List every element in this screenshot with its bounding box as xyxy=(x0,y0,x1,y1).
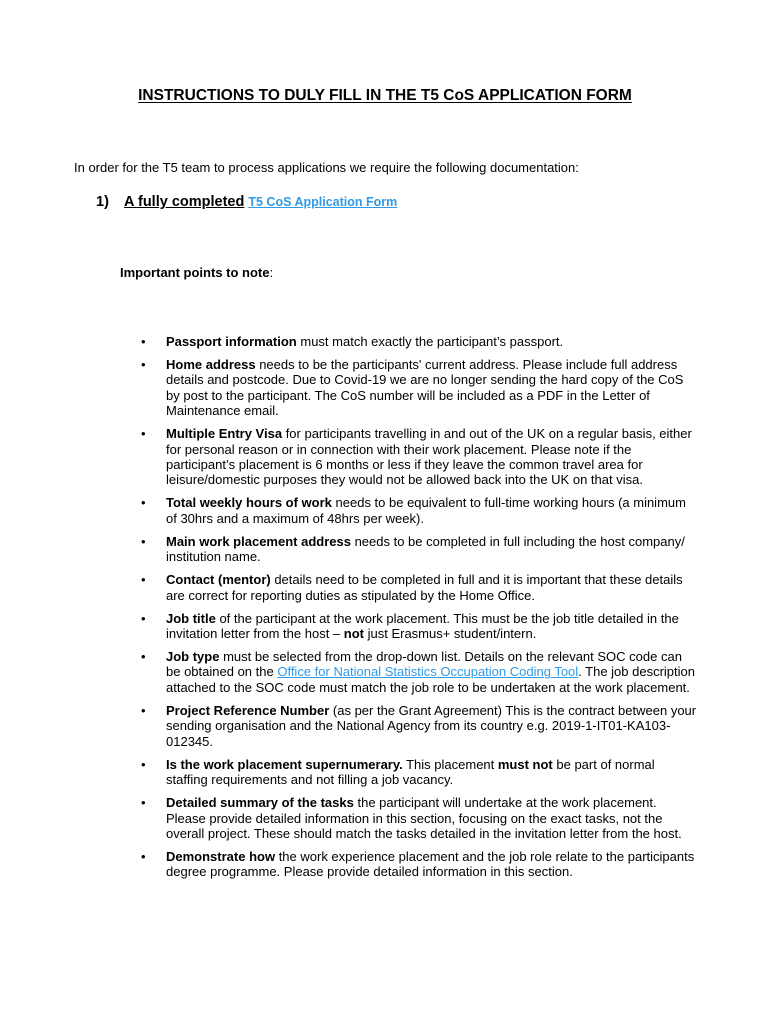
list-item xyxy=(0,426,770,488)
point-text: needs to be completed in full including the host company/ institution name. xyxy=(166,533,685,565)
list-item xyxy=(0,334,770,349)
point-text: the work experience placement and the job role relate to the participants degree programme. Please provide detailed information in this section. xyxy=(166,848,695,880)
list-item xyxy=(0,572,770,603)
point-text: needs to be the participants' current address. Please include full address details and postcode. Due to Covid-19 we are no longer sending the hard copy of the CoS by post to the participant. The CoS number will be included as a PDF in the Letter of Maintenance email. xyxy=(166,357,684,419)
point-text: This placement xyxy=(402,756,498,772)
list-item xyxy=(0,495,770,526)
point-text: of the participant at the work placement. This must be the job title detailed in the invitation letter from the host – xyxy=(166,610,679,642)
point-label: Total weekly hours of work xyxy=(166,495,332,511)
point-label: Job type xyxy=(166,649,220,665)
bullet-icon: • xyxy=(141,495,146,511)
points-heading-bold: Important points to note xyxy=(120,265,270,280)
bullet-icon: • xyxy=(141,357,146,372)
bullet-icon: • xyxy=(141,649,146,665)
list-item xyxy=(0,849,770,880)
point-text: be part of normal staffing requirements and not filling a job vacancy. xyxy=(166,756,655,788)
point-label: Multiple Entry Visa xyxy=(166,426,283,442)
list-item xyxy=(0,534,770,565)
point-label: Is the work placement supernumerary. xyxy=(166,756,403,772)
point-text: needs to be equivalent to full-time working hours (a minimum of 30hrs and a maximum of 48hrs per week). xyxy=(166,495,686,526)
point-label: Project Reference Number xyxy=(166,702,330,718)
numbered-item-1 xyxy=(96,194,397,210)
point-text: the participant will undertake at the work placement. Please provide detailed information in this section, focusing on the exact tasks, not the overall project. These should match the tasks detailed in the invitation letter from the host. xyxy=(166,795,682,841)
point-text: for participants travelling in and out of the UK on a regular basis, either for personal reason or in connection with their work placement. Please note if the participant’s placement is 6 months or less if they leave the common travel area for leisure/domestic purposes they would not be allowed back into the UK on that visa. xyxy=(166,426,692,488)
point-text: details need to be completed in full and it is important that these details are correct for reporting duties as stipulated by the Home Office. xyxy=(166,572,683,603)
point-label: Job title xyxy=(166,610,216,626)
list-item xyxy=(0,357,770,419)
points-heading-suffix: : xyxy=(269,265,274,280)
intro-paragraph: In order for the T5 team to process applications we require the following documentation: xyxy=(74,160,579,175)
bullet-icon: • xyxy=(141,426,146,442)
point-label: Main work placement address xyxy=(166,533,351,549)
point-text: . The job description attached to the SOC code must match the job role to be undertaken at the work placement. xyxy=(166,664,696,695)
point-label: Passport information xyxy=(166,334,297,349)
point-label: Detailed summary of the tasks xyxy=(166,795,354,811)
point-text: must match exactly the participant’s passport. xyxy=(296,334,564,349)
item-heading: A fully completed xyxy=(124,194,245,210)
point-label: Contact (mentor) xyxy=(166,572,271,588)
document-title: INSTRUCTIONS TO DULY FILL IN THE T5 CoS APPLICATION FORM xyxy=(138,87,632,104)
important-points-list xyxy=(0,334,770,887)
bullet-icon: • xyxy=(141,702,146,718)
item-number: 1) xyxy=(96,194,109,210)
point-label: Home address xyxy=(166,357,256,372)
bullet-icon: • xyxy=(141,756,146,772)
ons-coding-tool-link[interactable]: Office for National Statistics Occupation Coding Tool xyxy=(277,664,579,680)
point-text: just Erasmus+ student/intern. xyxy=(363,626,537,642)
bullet-icon: • xyxy=(141,848,146,864)
point-emphasis: not xyxy=(343,626,364,642)
point-emphasis: must not xyxy=(497,756,553,772)
bullet-icon: • xyxy=(141,795,146,811)
bullet-icon: • xyxy=(141,610,146,626)
point-text: must be selected from the drop-down list. Details on the relevant SOC code can be obtained on the xyxy=(166,649,682,680)
list-item xyxy=(0,795,770,841)
application-form-link[interactable]: T5 CoS Application Form xyxy=(248,195,398,209)
list-item xyxy=(0,703,770,749)
list-item xyxy=(0,649,770,695)
bullet-icon: • xyxy=(141,334,146,349)
point-label: Demonstrate how xyxy=(166,848,276,864)
list-item xyxy=(0,611,770,642)
bullet-icon: • xyxy=(141,572,146,588)
points-heading xyxy=(120,265,273,280)
bullet-icon: • xyxy=(141,533,146,549)
point-text: (as per the Grant Agreement) This is the contract between your sending organisation and the National Agency from its country e.g. 2019-1-IT01-KA103-012345. xyxy=(166,702,697,749)
list-item xyxy=(0,757,770,788)
